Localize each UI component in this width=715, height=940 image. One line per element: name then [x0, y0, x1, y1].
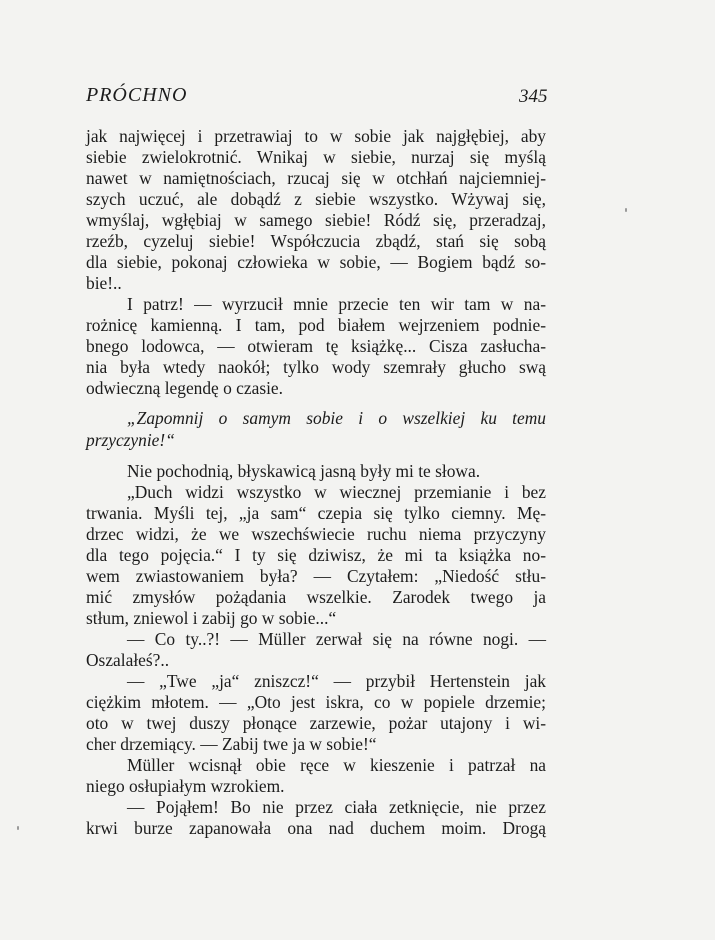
paper-speck [625, 208, 627, 212]
text-line: wmyślaj, wgłębiaj w samego siebie! Ródź się, przeradzaj, [86, 210, 546, 230]
text-line: siebie zwielokrotnić. Wnikaj w siebie, nurzaj się myślą [86, 147, 546, 167]
text-line: stłum, zniewol i zabij go w sobie...“ [86, 608, 337, 628]
text-line: — „Twe „ja“ zniszcz!“ — przybił Hertenstein jak [127, 671, 546, 691]
text-line: nawet w namiętnościach, rzucaj się w otchłań najciemniej- [86, 168, 546, 188]
text-line: oto w twej duszy płonące zarzewie, pożar utajony i wi- [86, 713, 546, 733]
text-line: — Co ty..?! — Müller zerwał się na równe nogi. — [127, 629, 546, 649]
text-line: trwania. Myśli tej, „ja sam“ czepia się tylko ciemny. Mę- [86, 503, 546, 523]
text-line: niego osłupiałym wzrokiem. [86, 776, 285, 796]
quote-line: „Zapomnij o samym sobie i o wszelkiej ku temu [127, 408, 546, 428]
text-line: I patrz! — wyrzucił mnie przecie ten wir tam w na- [127, 294, 546, 314]
text-line: rożnicę kamienną. I tam, pod białem wejrzeniem podnie- [86, 315, 546, 335]
text-line: jak najwięcej i przetrawiaj to w sobie jak najgłębiej, aby [86, 126, 546, 146]
text-line: bie!.. [86, 273, 122, 293]
text-line: bnego lodowca, — otwieram tę książkę... Cisza zasłucha- [86, 336, 546, 356]
text-line: rzeźb, cyzeluj siebie! Współczucia zbądź, stań się sobą [86, 231, 546, 251]
text-line: dla siebie, pokonaj człowieka w sobie, — Bogiem bądź so- [86, 252, 546, 272]
quote-line: przyczynie!“ [86, 430, 175, 450]
text-line: Müller wcisnął obie ręce w kieszenie i patrzał na [127, 755, 546, 775]
text-line: wem zwiastowaniem była? — Czytałem: „Niedość stłu- [86, 566, 546, 586]
text-line: — Pojąłem! Bo nie przez ciała zetknięcie, nie przez [127, 797, 546, 817]
text-line: „Duch widzi wszystko w wiecznej przemianie i bez [127, 482, 546, 502]
text-line: drzec widzi, że we wszechświecie ruchu niema przyczyny [86, 524, 546, 544]
text-line: mić zmysłów pożądania wszelkie. Zarodek twego ja [86, 587, 546, 607]
text-line: nia była wtedy naokół; tylko wody szemrały głucho swą [86, 357, 546, 377]
text-line: szych uczuć, ale dobądź z siebie wszystko. Wżywaj się, [86, 189, 546, 209]
running-title: PRÓCHNO [86, 84, 188, 106]
text-line: Oszalałeś?.. [86, 650, 170, 670]
text-line: ciężkim młotem. — „Oto jest iskra, co w popiele drzemie; [86, 692, 546, 712]
paper-speck [17, 826, 19, 830]
text-line: dla tego pojęcia.“ I ty się dziwisz, że mi ta książka no- [86, 545, 546, 565]
text-line: odwieczną legendę o czasie. [86, 378, 283, 398]
text-line: krwi burze zapanowała ona nad duchem moim. Drogą [86, 818, 546, 838]
page-number: 345 [519, 86, 548, 107]
text-line: Nie pochodnią, błyskawicą jasną były mi te słowa. [127, 461, 481, 481]
text-line: cher drzemiący. — Zabij twe ja w sobie!“ [86, 734, 377, 754]
